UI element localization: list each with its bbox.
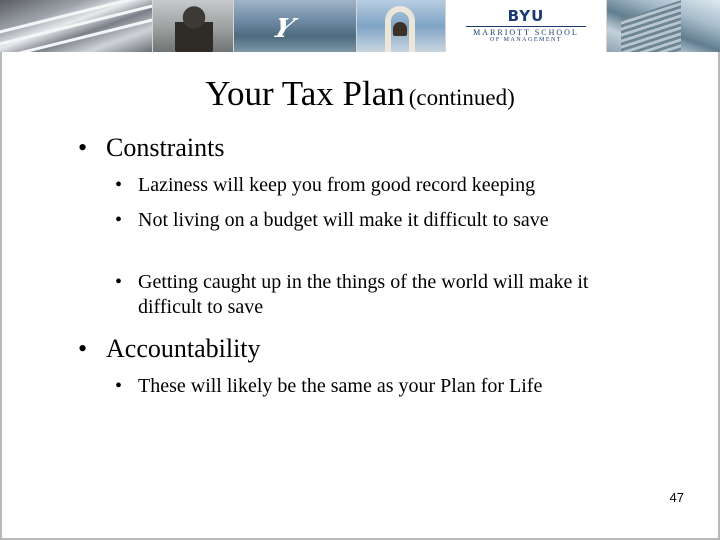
slide-title-sub: (continued) (408, 85, 515, 110)
byu-marriott-logo (446, 0, 607, 52)
banner-photo-statue (153, 0, 234, 52)
logo-school-line1: MARRIOTT SCHOOL (473, 28, 579, 37)
banner-photo-bell (357, 0, 446, 52)
bullet-marker: • (115, 209, 123, 231)
bullet-marker: • (115, 174, 123, 196)
bullet-heading: Constraints (106, 133, 225, 162)
logo-byu-text: BYU (507, 7, 545, 25)
sub-bullet-text: These will likely be the same as your Plan for Life (138, 375, 543, 397)
bullet-marker: • (78, 133, 88, 162)
slide-title (0, 74, 720, 114)
logo-school-line2: OF MANAGEMENT (490, 37, 562, 43)
sub-bullet-text: Laziness will keep you from good record keeping (138, 174, 536, 196)
header-banner (0, 0, 720, 52)
banner-photo-metal (0, 0, 153, 52)
banner-photo-y-mountain: Y (234, 0, 357, 52)
bullet-marker: • (115, 375, 123, 397)
slide-title-main: Your Tax Plan (205, 74, 405, 113)
bullet-marker: • (78, 334, 88, 363)
sub-bullet-text: Not living on a budget will make it difficult to save (138, 209, 549, 231)
bullet-marker: • (115, 271, 123, 293)
page-number: 47 (669, 490, 684, 505)
banner-photo-building (607, 0, 720, 52)
bullet-heading: Accountability (106, 334, 261, 363)
sub-bullet-text: Getting caught up in the things of the world will make it difficult to save (138, 271, 589, 318)
